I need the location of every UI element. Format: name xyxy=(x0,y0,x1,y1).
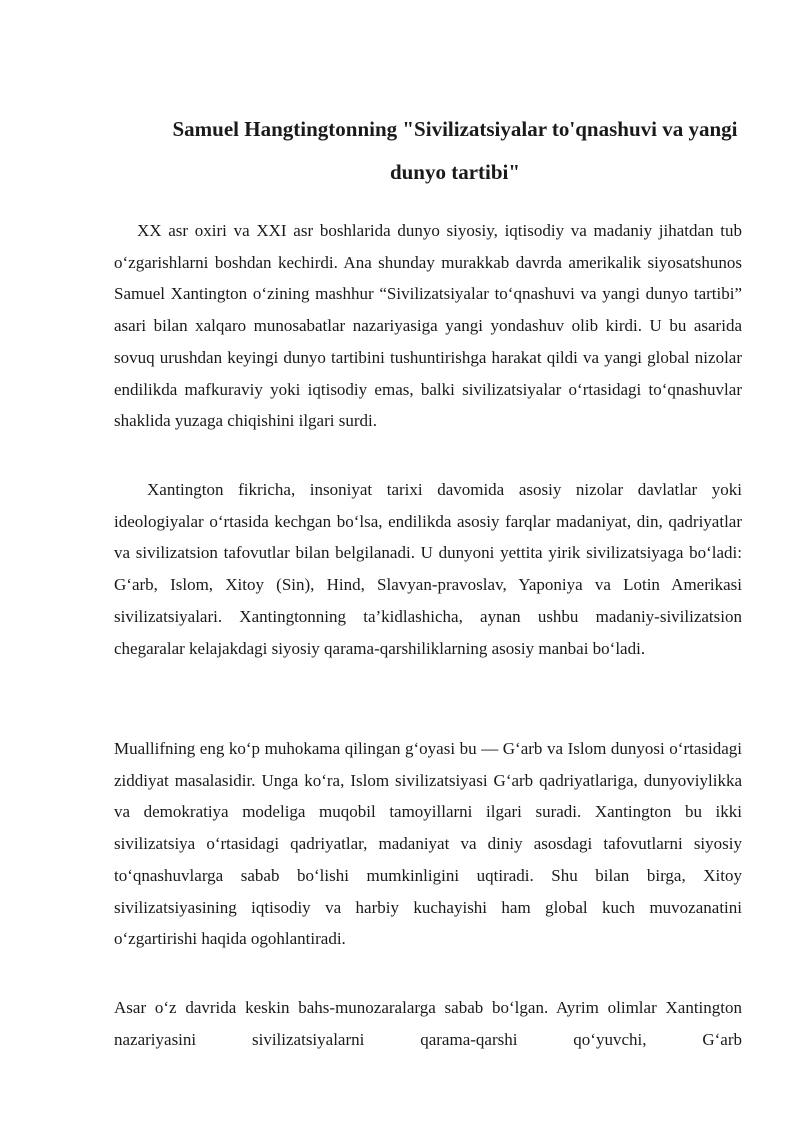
paragraph-3: Muallifning eng ko‘p muhokama qilingan g‘oyasi bu — G‘arb va Islom dunyosi o‘rtasidagi ziddiyat masalasidir. Unga ko‘ra, Islom sivilizatsiyasi G‘arb qadriyatlariga, dunyoviylikka va demokratiya modeliga muqobil tamoyillarni ilgari suradi. Xantington bu ikki sivilizatsiya o‘rtasidagi qadriyatlar, madaniyat va diniy asosdagi tafovutlarni siyosiy to‘qnashuvlarga sabab bo‘lishi mumkinligini uqtiradi. Shu bilan birga, Xitoy sivilizatsiyasining iqtisodiy va harbiy kuchayishi ham global kuch muvozanatini o‘zgartirishi haqida ogohlantiradi. xyxy=(114,739,742,949)
page-title: Samuel Hangtingtonning "Sivilizatsiyalar to'qnashuvi va yangi dunyo tartibi" xyxy=(172,117,738,184)
paragraph-1: XX asr oxiri va XXI asr boshlarida dunyo siyosiy, iqtisodiy va madaniy jihatdan tub o‘zgarishlarni boshdan kechirdi. Ana shunday murakkab davrda amerikalik siyosatshunos Samuel Xantington o‘zining mashhur “Sivilizatsiyalar to‘qnashuvi va yangi dunyo tartibi” asari bilan xalqaro munosabatlar nazariyasiga yangi yondashuv olib kirdi. U bu asarida sovuq urushdan keyingi dunyo tartibini tushuntirishga harakat qildi va yangi global nizolar endilikda mafkuraviy yoki iqtisodiy emas, balki sivilizatsiyalar o‘rtasidagi to‘qnashuvlar shaklida yuzaga chiqishini ilgari surdi. xyxy=(114,221,742,431)
paragraph-4: Asar o‘z davrida keskin bahs-munozaralarga sabab bo‘lgan. Ayrim olimlar Xantington nazariyasini sivilizatsiyalarni qarama-qarshi qo‘yuvchi, G‘arb xyxy=(114,998,742,1049)
paragraph-2: Xantington fikricha, insoniyat tarixi davomida asosiy nizolar davlatlar yoki ideologiyalar o‘rtasida kechgan bo‘lsa, endilikda asosiy farqlar madaniyat, din, qadriyatlar va sivilizatsion tafovutlar bilan belgilanadi. U dunyoni yettita yirik sivilizatsiyaga bo‘ladi: G‘arb, Islom, Xitoy (Sin), Hind, Slavyan-pravoslav, Yaponiya va Lotin Amerikasi sivilizatsiyalari. Xantingtonning ta’kidlashicha, aynan ushbu madaniy-sivilizatsion chegaralar kelajakdagi siyosiy qarama-qarshiliklarning asosiy manbai bo‘ladi. xyxy=(114,480,742,658)
